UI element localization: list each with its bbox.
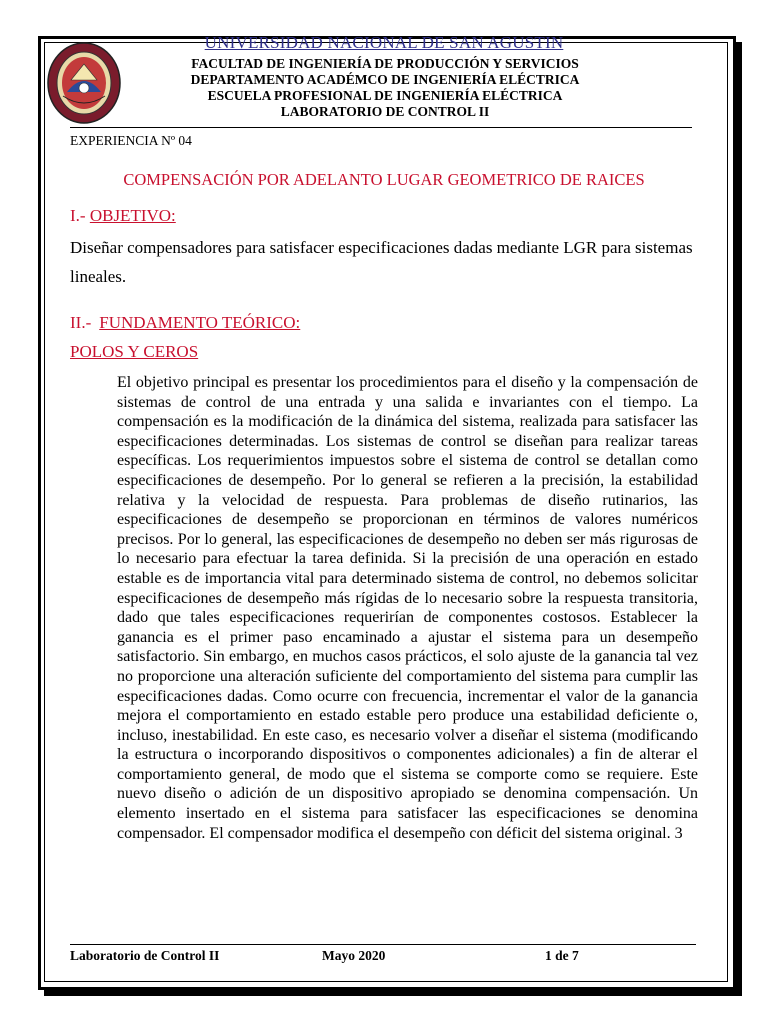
school-name: ESCUELA PROFESIONAL DE INGENIERÍA ELÉCTRICA	[207, 88, 563, 103]
footer-lab: Laboratorio de Control II	[70, 948, 220, 963]
section-number: I.-	[70, 206, 86, 225]
experience-number: EXPERIENCIA Nº 04	[70, 133, 192, 148]
footer-date: Mayo 2020	[322, 948, 386, 963]
subheading-poles-zeros: POLOS Y CEROS	[70, 342, 199, 361]
header-divider	[70, 127, 692, 128]
document-title: COMPENSACIÓN POR ADELANTO LUGAR GEOMETRICO DE RAICES	[123, 170, 645, 189]
section-number: II.-	[70, 313, 92, 332]
objective-text: Diseñar compensadores para satisfacer especificaciones dadas mediante LGR para sistemas lineales.	[70, 238, 693, 286]
section-objective-heading	[70, 206, 176, 226]
university-name: UNIVERSIDAD NACIONAL DE SAN AGUSTIN	[204, 33, 564, 52]
lab-name: LABORATORIO DE CONTROL II	[280, 104, 490, 119]
section-heading-label: FUNDAMENTO TEÓRICO:	[99, 313, 301, 332]
faculty-name: FACULTAD DE INGENIERÍA DE PRODUCCIÓN Y SERVICIOS	[191, 56, 579, 71]
section-theory-heading	[70, 313, 300, 333]
section-heading-label: OBJETIVO:	[89, 206, 176, 225]
footer-divider	[70, 944, 696, 945]
footer-page-number: 1 de 7	[545, 948, 579, 963]
department-name: DEPARTAMENTO ACADÉMCO DE INGENIERÍA ELÉCTRICA	[190, 72, 580, 87]
theory-paragraph: El objetivo principal es presentar los procedimientos para el diseño y la compensación de sistemas de control de una entrada y una salida e invariantes con el tiempo. La compensación es la modificación de la dinámica del sistema, realizada para satisfacer las especificaciones determinadas. Los sistemas de control se diseñan para realizar tareas específicas. Los requerimientos impuestos sobre el sistema de control se detallan como especificaciones de desempeño. Por lo general se refieren a la precisión, la estabilidad relativa y la velocidad de respuesta. Para problemas de diseño rutinarios, las especificaciones de desempeño se proporcionan en términos de valores numéricos precisos. Por lo general, las especificaciones de desempeño no deben ser más rigurosas de lo necesario para efectuar la tarea definida. Si la precisión de una operación en estado estable es de importancia vital para determinado sistema de control, no debemos solicitar especificaciones de desempeño más rígidas de lo necesario sobre la respuesta transitoria, dado que tales especificaciones requerirían de componentes costosos. Establecer la ganancia es el primer paso encaminado a ajustar el sistema para un desempeño satisfactorio. Sin embargo, en muchos casos prácticos, el solo ajuste de la ganancia tal vez no proporcione una alteración suficiente del comportamiento del sistema para cumplir las especificaciones dadas. Como ocurre con frecuencia, incrementar el valor de la ganancia mejora el comportamiento en estado estable pero produce una estabilidad deficiente o, incluso, inestabilidad. En este caso, es necesario volver a diseñar el sistema (modificando la estructura o incorporando dispositivos o componentes adicionales) a fin de alterar el comportamiento general, de modo que el sistema se comporte como se requiere. Este nuevo diseño o adición de un dispositivo apropiado se denomina compensación. Un elemento insertado en el sistema para satisfacer las especificaciones se denomina compensador. El compensador modifica el desempeño con déficit del sistema original. 3	[117, 374, 698, 842]
